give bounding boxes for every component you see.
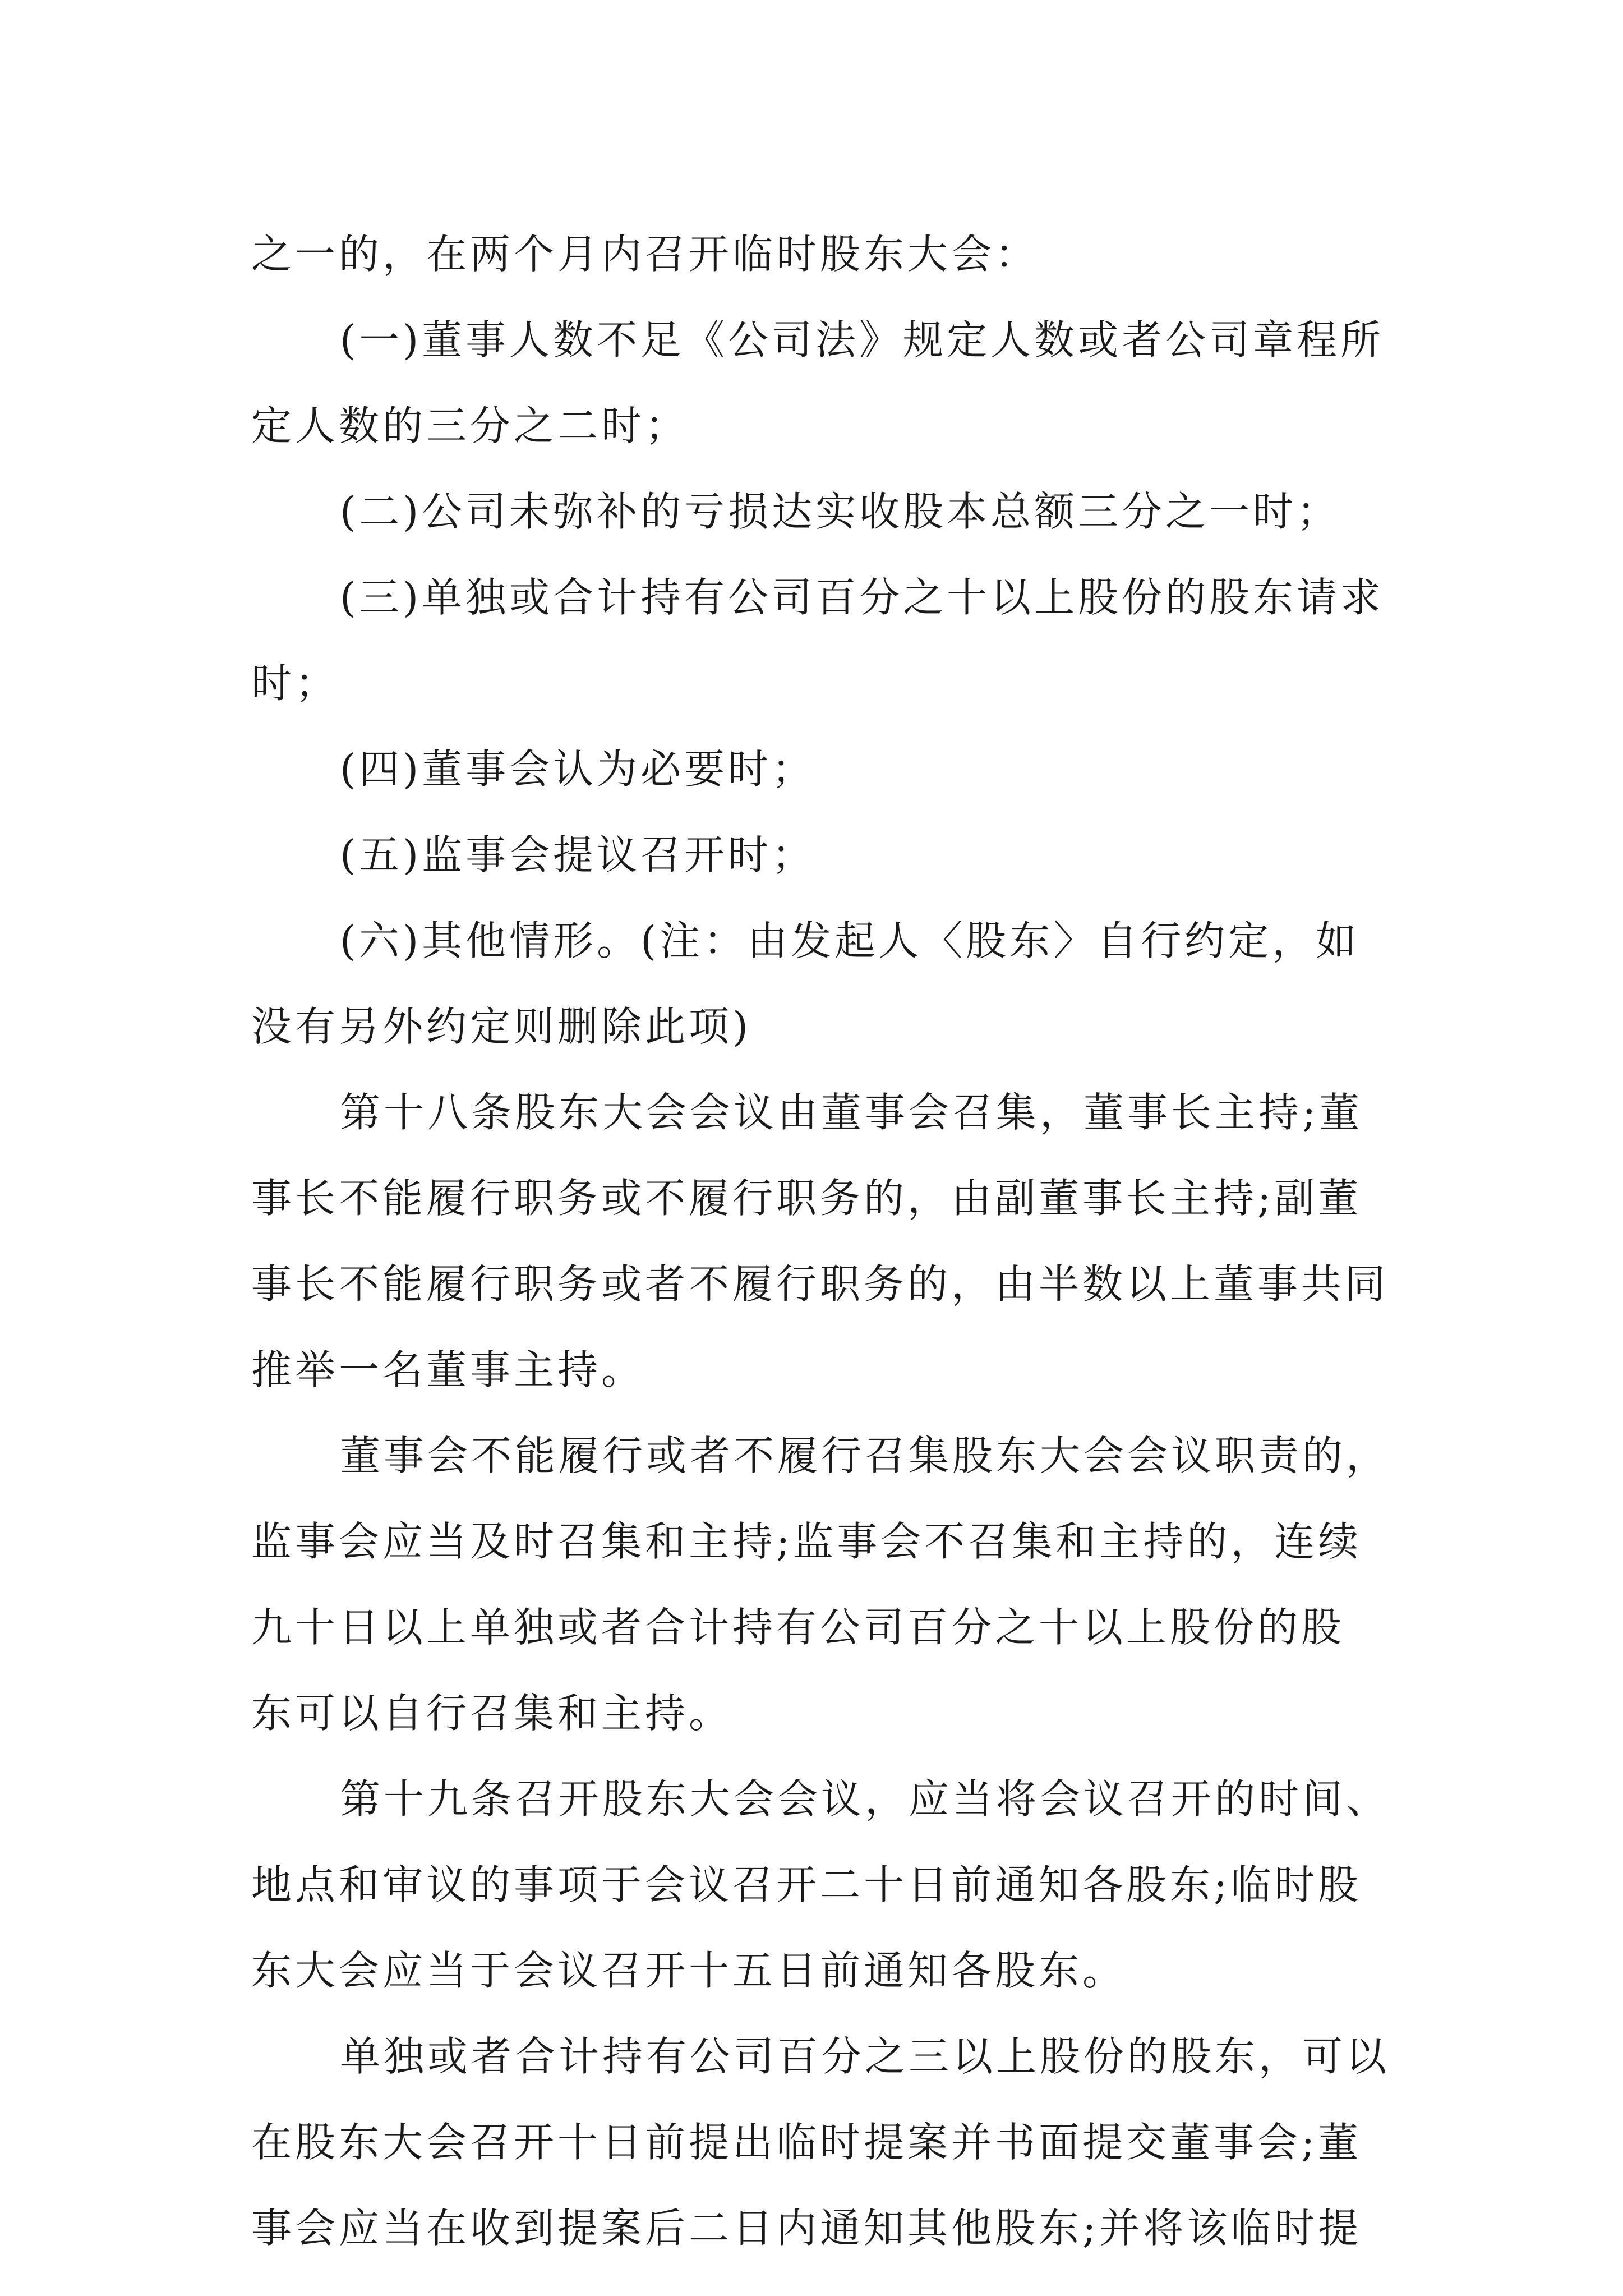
text-line: (六)其他情形。(注：由发起人〈股东〉自行约定，如 xyxy=(340,917,1360,964)
text-line: 事长不能履行职务或者不履行职务的，由半数以上董事共同 xyxy=(251,1260,1389,1308)
text-line: (一)董事人数不足《公司法》规定人数或者公司章程所 xyxy=(340,316,1385,364)
text-line: 之一的，在两个月内召开临时股东大会： xyxy=(251,231,1039,278)
text-line: 定人数的三分之二时； xyxy=(251,402,689,449)
text-line: 东大会应当于会议召开十五日前通知各股东。 xyxy=(251,1947,1127,1994)
text-line: 董事会不能履行或者不履行召集股东大会会议职责的， xyxy=(340,1432,1390,1479)
text-line: 没有另外约定则删除此项) xyxy=(251,1003,752,1050)
text-line: (四)董事会认为必要时； xyxy=(340,746,816,793)
text-line: 东可以自行召集和主持。 xyxy=(251,1690,733,1737)
document-body xyxy=(251,211,1390,2271)
text-line: 地点和审议的事项于会议召开二十日前通知各股东;临时股 xyxy=(251,1861,1362,1908)
text-line: 时； xyxy=(251,660,339,707)
text-line: 在股东大会召开十日前提出临时提案并书面提交董事会;董 xyxy=(251,2119,1362,2166)
text-line: 九十日以上单独或者合计持有公司百分之十以上股份的股 xyxy=(251,1604,1345,1651)
text-line: 第十八条股东大会会议由董事会召集，董事长主持;董 xyxy=(340,1089,1363,1136)
text-line: (三)单独或合计持有公司百分之十以上股份的股东请求 xyxy=(340,574,1385,621)
text-line: 第十九条召开股东大会会议，应当将会议召开的时间、 xyxy=(340,1775,1390,1823)
text-line: 单独或者合计持有公司百分之三以上股份的股东，可以 xyxy=(340,2033,1390,2080)
text-line: 事会应当在收到提案后二日内通知其他股东;并将该临时提 xyxy=(251,2205,1362,2252)
text-line: 推举一名董事主持。 xyxy=(251,1346,645,1393)
text-line: 事长不能履行职务或不履行职务的，由副董事长主持;副董 xyxy=(251,1175,1362,1222)
text-line: (二)公司未弥补的亏损达实收股本总额三分之一时； xyxy=(340,488,1341,535)
text-line: 监事会应当及时召集和主持;监事会不召集和主持的，连续 xyxy=(251,1518,1362,1565)
text-line: (五)监事会提议召开时； xyxy=(340,831,816,878)
